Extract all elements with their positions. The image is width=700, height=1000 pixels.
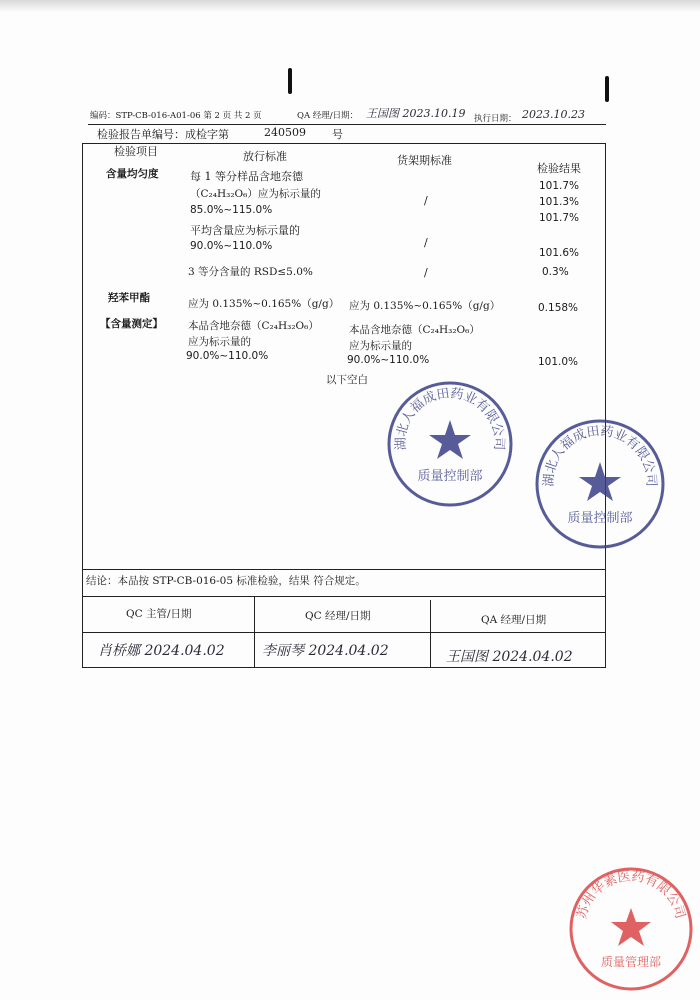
exec-label: 执行日期： bbox=[474, 114, 517, 124]
uniformity-std1-line2: （C₂₄H₃₂O₆）应为标示量的 bbox=[190, 188, 321, 200]
uniformity-result-5: 0.3% bbox=[542, 266, 569, 278]
uniformity-std1-line1: 每 1 等分样品含地奈德 bbox=[190, 170, 303, 183]
uniformity-shelf3: / bbox=[424, 266, 428, 279]
assay-shelf-line1: 本品含地奈德（C₂₄H₃₂O₆） bbox=[349, 324, 480, 336]
assay-release-line3: 90.0%~110.0% bbox=[186, 350, 269, 362]
company-seal-stamp-2 bbox=[534, 418, 666, 550]
report-suffix: 号 bbox=[332, 128, 343, 141]
svg-text:湖北人福成田药业有限公司: 湖北人福成田药业有限公司 bbox=[541, 424, 659, 488]
assay-shelf-line2: 应为标示量的 bbox=[349, 340, 412, 352]
uniformity-std1-line3: 85.0%~115.0% bbox=[190, 204, 273, 216]
uniformity-shelf2: / bbox=[424, 236, 428, 249]
table-left-border bbox=[82, 143, 83, 668]
svg-text:苏州华素医药有限公司: 苏州华素医药有限公司 bbox=[574, 869, 688, 921]
col-header-shelf: 货架期标准 bbox=[397, 154, 452, 167]
qa-label: QA 经理/日期： bbox=[297, 111, 359, 121]
col-header-result: 检验结果 bbox=[537, 162, 581, 175]
qa-manager-signature: 王国图 2024.04.02 bbox=[446, 649, 573, 665]
punch-hole-mark bbox=[288, 68, 292, 94]
item-assay: 【含量测定】 bbox=[100, 318, 163, 330]
scan-edge bbox=[0, 0, 700, 12]
assay-result: 101.0% bbox=[538, 356, 579, 368]
signature-header-rule bbox=[82, 632, 606, 633]
report-label: 检验报告单编号：成检字第 bbox=[97, 128, 229, 141]
header-rule bbox=[88, 124, 606, 125]
svg-text:质量控制部: 质量控制部 bbox=[417, 469, 483, 484]
table-right-border bbox=[605, 143, 606, 668]
conclusion-top-rule bbox=[82, 569, 606, 570]
table-bottom-border bbox=[82, 667, 606, 668]
doc-code: 编码：STP-CB-016-A01-06 第 2 页 共 2 页 bbox=[90, 111, 262, 121]
exec-date: 2023.10.23 bbox=[522, 108, 585, 121]
item-uniformity: 含量均匀度 bbox=[106, 168, 159, 180]
report-number: 240509 bbox=[264, 126, 306, 139]
assay-release-line2: 应为标示量的 bbox=[188, 336, 251, 348]
uniformity-result-1: 101.7% bbox=[539, 180, 580, 192]
qc-supervisor-signature: 肖桥娜 2024.04.02 bbox=[98, 643, 225, 659]
qa-manager-label: QA 经理/日期 bbox=[481, 614, 547, 626]
qc-supervisor-label: QC 主管/日期 bbox=[126, 608, 192, 620]
signature-top-rule bbox=[82, 596, 606, 597]
conclusion-text: 结论：本品按 STP-CB-016-05 标准检验，结果 符合规定。 bbox=[86, 575, 366, 587]
uniformity-result-3: 101.7% bbox=[539, 212, 580, 224]
uniformity-std2-line2: 90.0%~110.0% bbox=[190, 240, 273, 252]
svg-text:质量管理部: 质量管理部 bbox=[600, 955, 662, 969]
sig-col-divider bbox=[430, 600, 431, 668]
qc-manager-label: QC 经理/日期 bbox=[305, 610, 371, 622]
assay-release-line1: 本品含地奈德（C₂₄H₃₂O₆） bbox=[188, 320, 319, 332]
svg-text:湖北人福成田药业有限公司: 湖北人福成田药业有限公司 bbox=[393, 386, 507, 451]
uniformity-result-2: 101.3% bbox=[539, 196, 580, 208]
table-top-border bbox=[82, 143, 606, 144]
company-seal-stamp bbox=[386, 380, 514, 508]
methylparaben-release: 应为 0.135%~0.165%（g/g） bbox=[188, 298, 340, 310]
blank-below-note: 以下空白 bbox=[326, 374, 368, 386]
qa-signature: 王国图 2023.10.19 bbox=[366, 107, 466, 120]
qc-manager-signature: 李丽琴 2024.04.02 bbox=[262, 643, 389, 659]
col-header-release: 放行标准 bbox=[243, 150, 287, 163]
methylparaben-shelf: 应为 0.135%~0.165%（g/g） bbox=[349, 300, 501, 312]
svg-text:质量控制部: 质量控制部 bbox=[567, 511, 633, 526]
punch-hole-mark bbox=[605, 76, 609, 102]
col-header-item: 检验项目 bbox=[114, 145, 158, 158]
uniformity-shelf1: / bbox=[424, 194, 428, 207]
red-company-seal-stamp bbox=[568, 866, 694, 992]
uniformity-std2-line1: 平均含量应为标示量的 bbox=[190, 224, 300, 237]
uniformity-std3: 3 等分含量的 RSD≤5.0% bbox=[188, 266, 313, 278]
methylparaben-result: 0.158% bbox=[538, 302, 579, 314]
item-methylparaben: 羟苯甲酯 bbox=[108, 292, 150, 304]
uniformity-result-4: 101.6% bbox=[539, 247, 580, 259]
assay-shelf-line3: 90.0%~110.0% bbox=[347, 354, 430, 366]
